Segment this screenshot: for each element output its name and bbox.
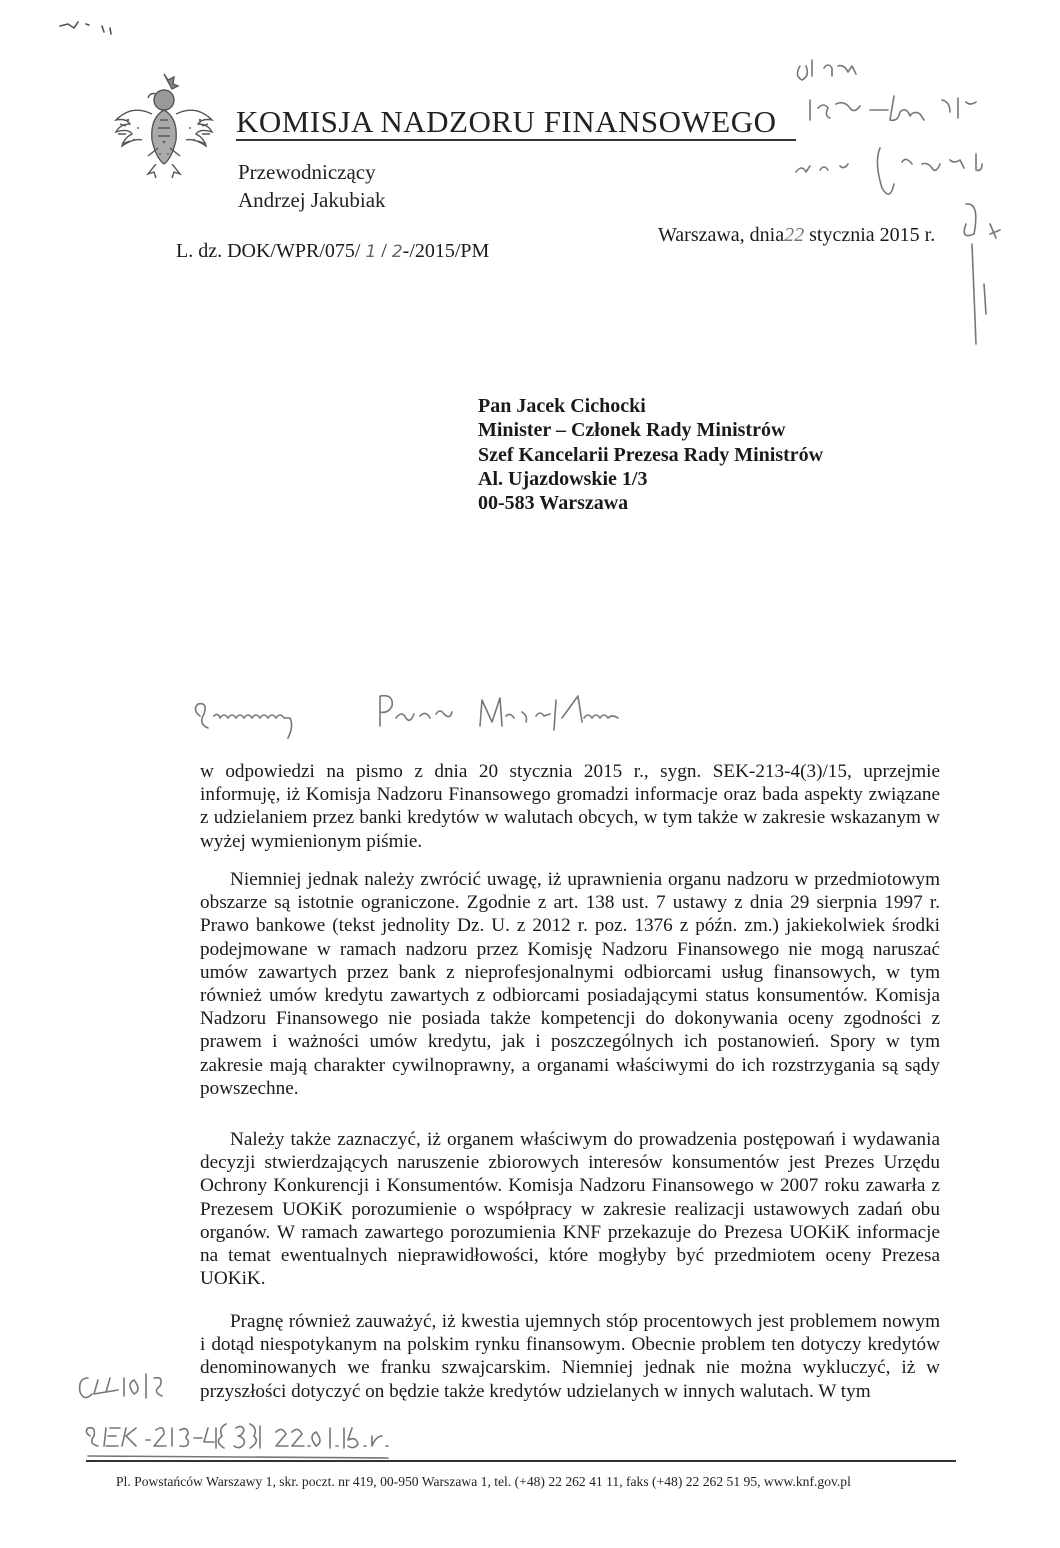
handwritten-margin-note [790,44,1020,354]
date-handwritten-day: 22 [784,224,805,246]
body-paragraph-3: Należy także zaznaczyć, iż organem właściwym do prowadzenia postępowań i wydawania decyzji stwierdzających naruszenie zbiorowych interesów konsumentów jest Prezes Urzędu Ochrony Konkurencji i Konsumentów. Komisja Nadzoru Finansowego w 2007 roku zawarła z Prezesem UOKiK porozumienie o współpracy w zakresie realizacji ustawowych zadań obu organów. W ramach zawartego porozumienia KNF przekazuje do Prezesa UOKiK informacje na temat ewentualnych nieprawidłowości, które mogłyby być przedmiotem oceny Prezesa UOKiK. [200,1129,940,1290]
handwritten-margin-number [76,1368,176,1418]
handwritten-salutation-scribble [190,690,660,750]
date-prefix: Warszawa, dnia [658,224,785,246]
reference-handwritten-1: 1 [365,242,377,262]
footer-address: Pl. Powstańców Warszawy 1, skr. poczt. nr 419, 00-950 Warszawa 1, tel. (+48) 22 262 41 11, faks (+48) 22 262 51 95, www.knf.gov.pl [116,1474,851,1489]
addressee-street: Al. Ujazdowskie 1/3 [478,468,648,490]
footer-divider [86,1460,956,1462]
body-paragraph-2: Niemniej jednak należy zwrócić uwagę, iż uprawnienia organu nadzoru w przedmiotowym obszarze są istotnie ograniczone. Zgodnie z art. 138 ust. 7 ustawy z dnia 29 sierpnia 1997 r. Prawo bankowe (tekst jednolity Dz. U. z 2012 r. poz. 1376 z późn. zm.) jakiekolwiek środki podejmowane w ramach nadzoru przez Komisję Nadzoru Finansowego nie mogą naruszać umów zawartych przez bank z nieprofesjonalnymi odbiorcami usług finansowych, w tym również umów kredytu zawartych z odbiorcami posiadającymi status konsumentów. Komisja Nadzoru Finansowego nie posiada także kompetencji do dokonywania oceny zgodności z prawem i ważności umów kredytu, jak i poszczególnych ich postanowień. Spory w tym zakresie mają charakter cywilnoprawny, a organami właściwymi do ich rozstrzygania są sądy powszechne. [200,869,940,1099]
body-paragraph-4: Pragnę również zauważyć, iż kwestia ujemnych stóp procentowych jest problemem nowym i dotąd niespotykanym na polskim rynku finansowym. Obecnie problem ten dotyczy kredytów denominowanych we franku szwajcarskim. Niemniej jednak nie można wykluczyć, iż w przyszłości dotyczyć on będzie także kredytów udzielanych w innych walutach. W tym [200,1311,940,1402]
institution-name: KOMISJA NADZORU FINANSOWEGO [236,104,777,139]
addressee-city: 00-583 Warszawa [478,492,629,514]
reference-number [176,240,489,263]
header-divider [236,139,796,141]
reference-separator: / [381,240,387,262]
addressee-office: Szef Kancelarii Prezesa Rady Ministrów [478,444,824,466]
reference-handwritten-2: 2 [391,242,403,262]
signatory-role: Przewodniczący [238,160,376,184]
signatory-name: Andrzej Jakubiak [238,188,386,212]
handwritten-registry-number [80,1418,410,1478]
place-date [658,224,935,247]
addressee-name: Pan Jacek Cichocki [478,395,646,417]
addressee-title: Minister – Członek Rady Ministrów [478,419,786,441]
eagle-emblem-icon [108,68,220,180]
scan-mark [56,14,136,44]
reference-prefix: L. dz. DOK/WPR/075/ [176,240,361,262]
body-paragraph-1: w odpowiedzi na pismo z dnia 20 stycznia 2015 r., sygn. SEK-213-4(3)/15, uprzejmie informuję, iż Komisja Nadzoru Finansowego gromadzi informacje oraz bada aspekty związane z udzielaniem przez banki kredytów w walutach obcych, w tym także w zakresie wskazanym w wyżej wymienionym piśmie. [200,761,940,852]
date-suffix: stycznia 2015 r. [809,224,936,246]
reference-suffix: -/2015/PM [402,240,490,262]
